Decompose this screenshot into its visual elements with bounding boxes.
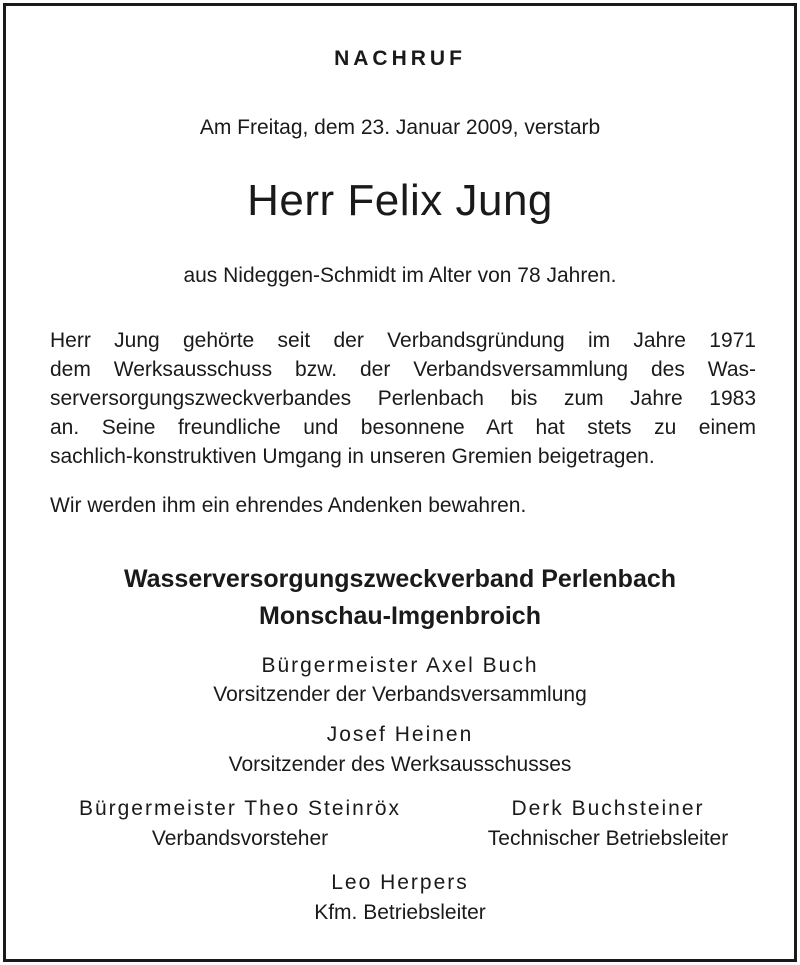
signatory-role: Kfm. Betriebsleiter: [314, 901, 486, 924]
signatory-name: Leo Herpers: [331, 871, 469, 894]
signatory-name: Derk Buchsteiner: [511, 797, 705, 820]
tribute-line: dem Werksausschuss bzw. der Verbandsversammlung des Was-: [50, 358, 756, 381]
closing-line: Wir werden ihm ein ehrendes Andenken bewahren.: [50, 494, 527, 517]
organization-location: Monschau-Imgenbroich: [259, 602, 541, 630]
closing-paragraph: [50, 491, 756, 520]
tribute-line: an. Seine freundliche und besonnene Art hat stets zu einem: [50, 416, 756, 439]
tribute-line: sachlich-konstruktiven Umgang in unseren Gremien beigetragen.: [50, 445, 655, 468]
organization-name: Wasserversorgungszweckverband Perlenbach: [123, 565, 677, 593]
signatory-role: Verbandsvorsteher: [151, 827, 329, 850]
signatory-name: Bürgermeister Theo Steinröx: [78, 797, 402, 820]
origin-text: aus Nideggen-Schmidt im Alter von 78 Jahren.: [183, 264, 617, 287]
obituary-frame: [3, 3, 797, 962]
signatory-name: Josef Heinen: [326, 723, 474, 746]
signatory-role: Vorsitzender der Verbandsversammlung: [213, 683, 587, 706]
tribute-line: serversorgungszweckverbandes Perlenbach bis zum Jahre 1983: [50, 387, 756, 410]
intro-text: Am Freitag, dem 23. Januar 2009, verstarb: [199, 116, 601, 139]
deceased-name: Herr Felix Jung: [247, 176, 553, 225]
heading: NACHRUF: [334, 47, 466, 70]
tribute-line: Herr Jung gehörte seit der Verbandsgründung im Jahre 1971: [50, 329, 756, 352]
signatory-name: Bürgermeister Axel Buch: [261, 654, 539, 677]
signatory-role: Vorsitzender des Werksausschusses: [228, 753, 572, 776]
tribute-paragraph: [50, 326, 756, 471]
signatory-role: Technischer Betriebsleiter: [487, 827, 729, 850]
